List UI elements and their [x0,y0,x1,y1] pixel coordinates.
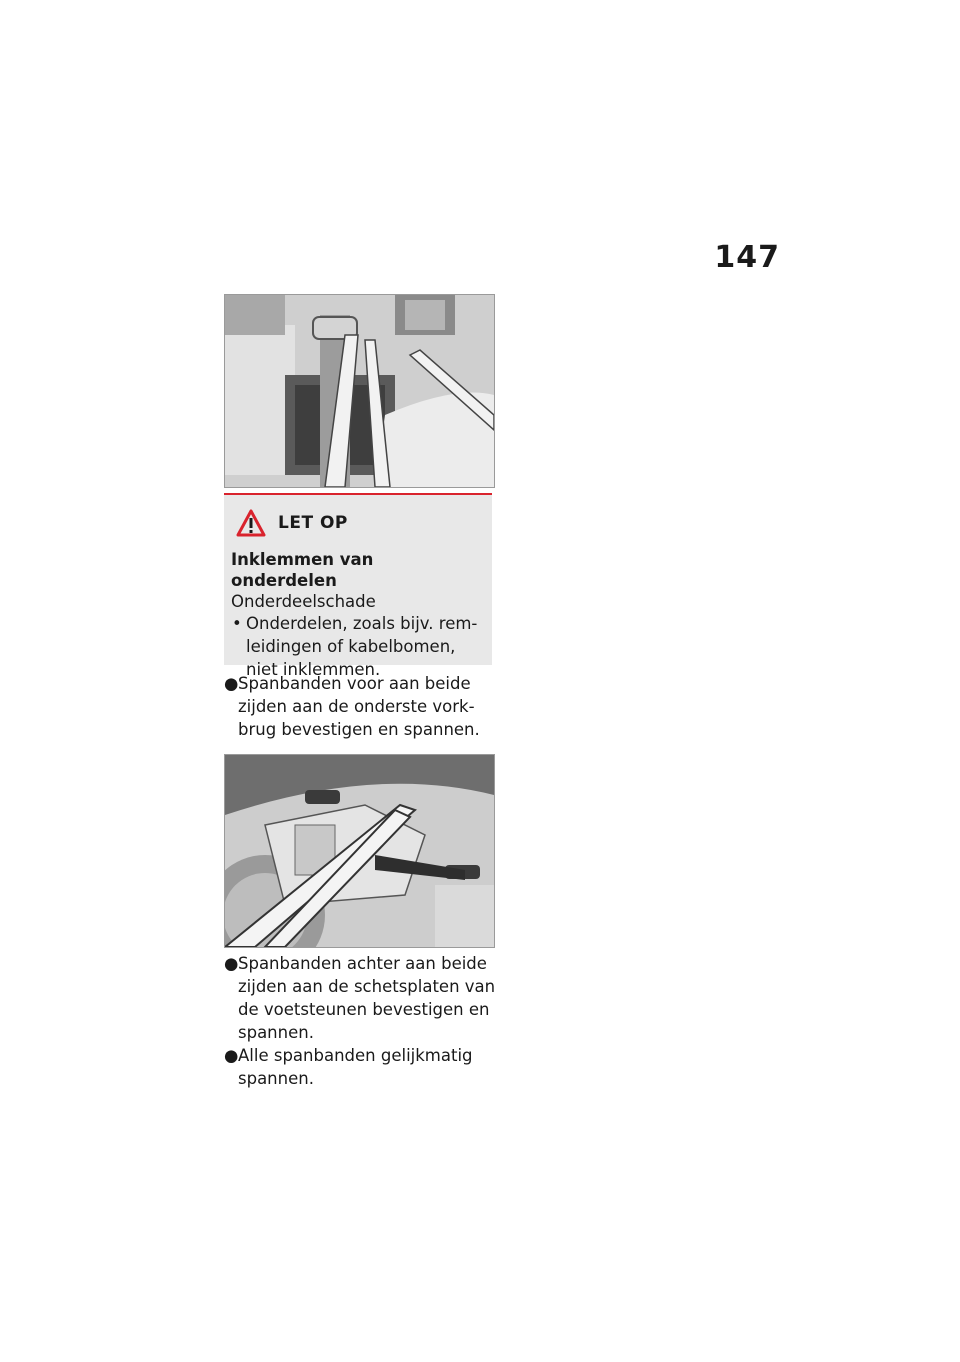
notice-header [236,509,484,537]
step-line: spannen. [238,1023,314,1042]
page-number: 147 [714,240,780,275]
warning-triangle-icon [236,509,266,537]
step-line: de voetsteunen bevestigen en [238,1000,490,1019]
bullet-dot-icon: ● [224,1046,239,1065]
steps-front [224,672,499,741]
list-item [224,672,499,741]
figure-rear-footrest-straps [224,754,495,948]
list-item [224,952,499,1044]
bullet-dot-icon: ● [224,954,239,973]
notice-line: leidingen of kabelbomen, [246,637,456,656]
step-line: brug bevestigen en spannen. [238,720,480,739]
notice-cause: Onderdeelschade [231,592,376,611]
notice-line: Onderdelen, zoals bijv. rem- [246,614,478,633]
notice-instruction [231,612,484,681]
step-line: zijden aan de schetsplaten van [238,977,496,996]
bullet-dot-icon: • [232,614,242,633]
list-item [224,1044,499,1090]
step-line: Alle spanbanden gelijkmatig [238,1046,473,1065]
notice-subtitle: Inklemmen van onderdelen [231,550,374,590]
bullet-dot-icon: ● [224,674,239,693]
notice-box [224,493,492,679]
notice-title: LET OP [278,513,348,533]
step-line: spannen. [238,1069,314,1088]
figure-front-fork-straps [224,294,495,488]
notice-line: niet inklemmen. [246,660,381,679]
step-line: Spanbanden voor aan beide [238,674,471,693]
step-line: Spanbanden achter aan beide [238,954,487,973]
steps-rear [224,952,499,1090]
step-line: zijden aan de onderste vork- [238,697,475,716]
